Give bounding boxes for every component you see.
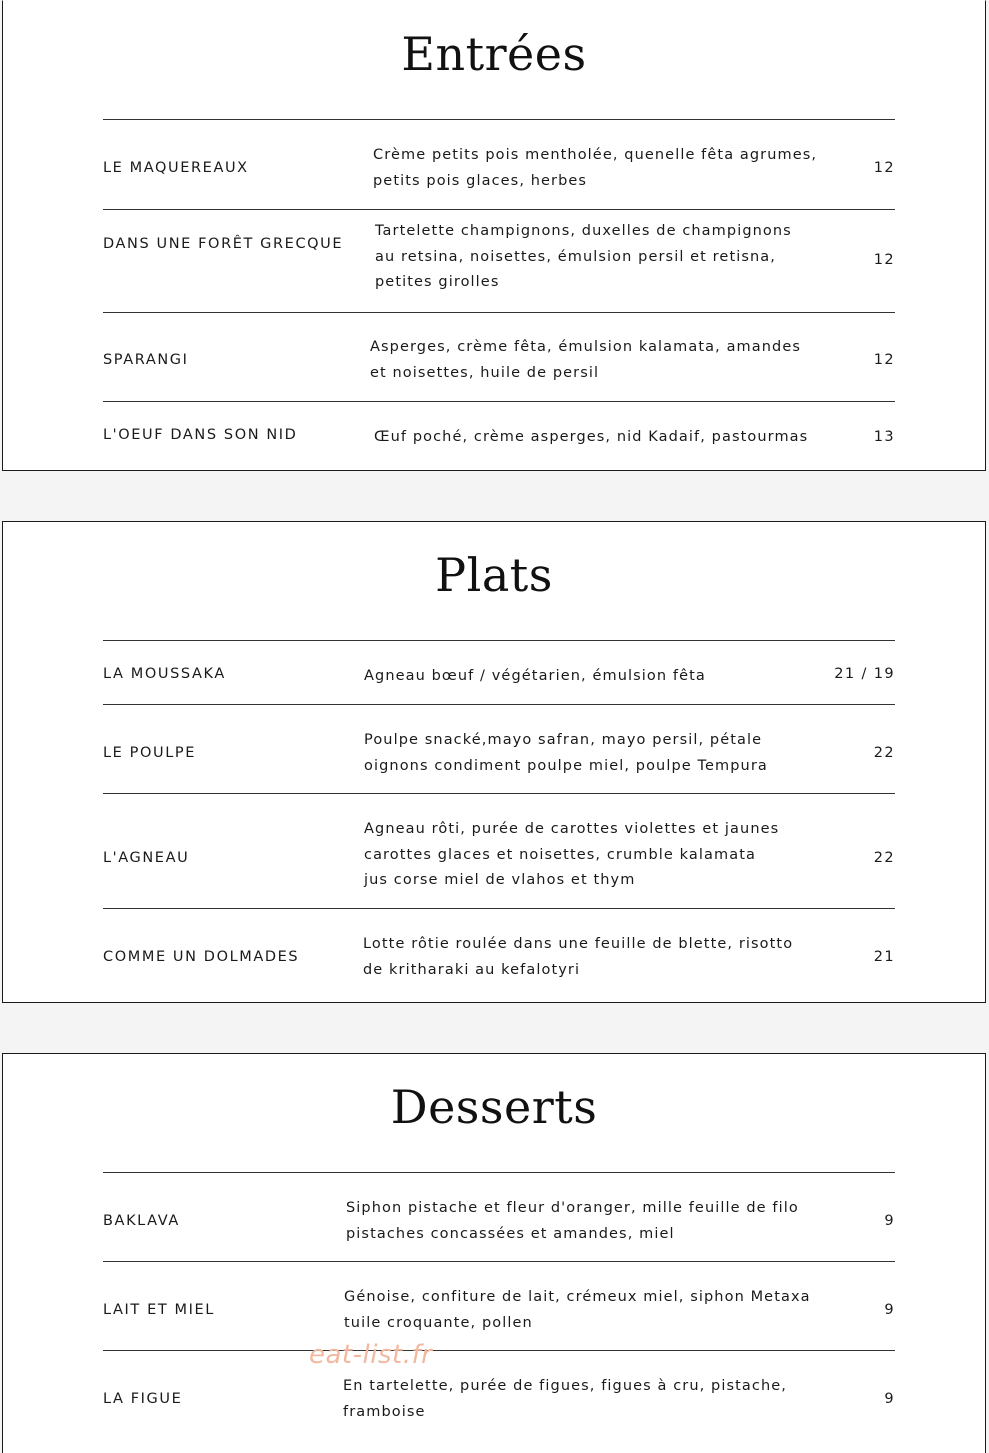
item-price: 9 (884, 1302, 895, 1318)
item-description: Agneau rôti, purée de carottes violettes et jaunes carottes glaces et noisettes, crumble kalamata jus corse miel de vlahos et thym (364, 821, 780, 888)
item-name: LA MOUSSAKA (103, 666, 226, 682)
desserts-section (2, 1053, 986, 1453)
watermark: eat-list.fr (309, 1340, 433, 1370)
item-description: Poulpe snacké,mayo safran, mayo persil, pétale oignons condiment poulpe miel, poulpe Tempura (364, 732, 768, 774)
item-price: 9 (884, 1213, 895, 1229)
item-name: SPARANGI (103, 352, 189, 368)
item-price: 22 (873, 850, 895, 866)
item-name: DANS UNE FORÊT GRECQUE (103, 236, 344, 252)
item-description: Siphon pistache et fleur d'oranger, mille feuille de filo pistaches concassées et amandes, miel (346, 1200, 799, 1242)
item-price: 21 / 19 (834, 666, 895, 682)
item-name: BAKLAVA (103, 1213, 180, 1229)
item-name: LAIT ET MIEL (103, 1302, 215, 1318)
item-description: Crème petits pois mentholée, quenelle fêta agrumes, petits pois glaces, herbes (373, 147, 818, 189)
divider (103, 704, 895, 705)
item-price: 13 (873, 429, 895, 445)
item-name: LE MAQUEREAUX (103, 160, 249, 176)
divider (103, 1261, 895, 1262)
item-price: 12 (873, 352, 895, 368)
item-description: Tartelette champignons, duxelles de champignons au retsina, noisettes, émulsion persil et retisna, petites girolles (375, 223, 792, 290)
divider (103, 793, 895, 794)
item-description: Œuf poché, crème asperges, nid Kadaif, pastourmas (374, 429, 809, 445)
divider (103, 1172, 895, 1173)
item-price: 9 (884, 1391, 895, 1407)
entrees-section (2, 0, 986, 471)
desserts-title: Desserts (390, 1080, 598, 1134)
plats-section (2, 521, 986, 1003)
item-name: L'OEUF DANS SON NID (103, 427, 298, 443)
item-description: Lotte rôtie roulée dans une feuille de blette, risotto de kritharaki au kefalotyri (363, 936, 794, 978)
plats-title: Plats (435, 548, 553, 602)
entrees-title: Entrées (401, 27, 587, 81)
divider (103, 312, 895, 313)
item-price: 12 (873, 160, 895, 176)
item-price: 21 (873, 949, 895, 965)
item-description: En tartelette, purée de figues, figues à cru, pistache, framboise (343, 1378, 787, 1420)
item-name: L'AGNEAU (103, 850, 190, 866)
item-price: 22 (873, 745, 895, 761)
divider (103, 209, 895, 210)
item-name: LE POULPE (103, 745, 197, 761)
item-name: COMME UN DOLMADES (103, 949, 300, 965)
item-description: Agneau bœuf / végétarien, émulsion fêta (364, 668, 706, 684)
divider (103, 908, 895, 909)
divider (103, 640, 895, 641)
item-description: Génoise, confiture de lait, crémeux miel, siphon Metaxa tuile croquante, pollen (344, 1289, 811, 1331)
divider (103, 1350, 895, 1351)
item-description: Asperges, crème fêta, émulsion kalamata, amandes et noisettes, huile de persil (370, 339, 802, 381)
divider (103, 401, 895, 402)
item-name: LA FIGUE (103, 1391, 183, 1407)
item-price: 12 (873, 252, 895, 268)
divider (103, 119, 895, 120)
